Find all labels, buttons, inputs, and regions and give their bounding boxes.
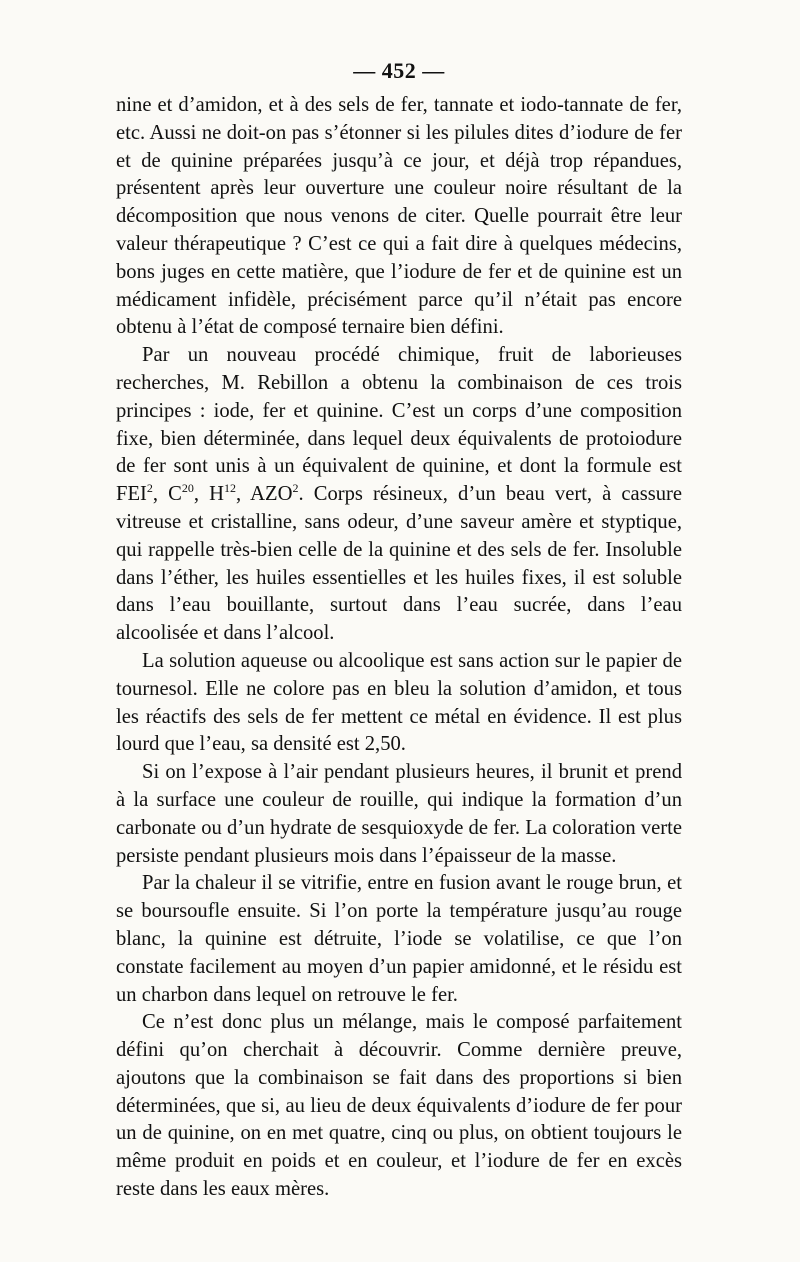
paragraph-text: nine et d’amidon, et à des sels de fer, tannate et iodo-tannate de fer, etc. Aussi ne doit-on pas s’étonner si les pilules dites d’iodure de fer et de quinine préparées jusqu’à ce jour, et déjà trop répandues, présentent après leur ouverture une couleur noire résultant de la décomposition que nous venons de citer. Quelle pourrait être leur valeur thérapeutique ? C’est ce qui a fait dire à quelques médecins, bons juges en cette matière, que l’iodure de fer et de quinine est un médicament infidèle, précisément parce qu’il n’était pas encore obtenu à l’état de composé ternaire bien défini. (116, 94, 682, 339)
paragraph-text: La solution aqueuse ou alcoolique est sans action sur le papier de tournesol. Elle ne colore pas en bleu la solution d’amidon, et tous les réactifs des sels de fer mettent ce métal en évidence. Il est plus lourd que l’eau, sa densité est 2,50. (116, 649, 682, 756)
paragraph-conclusion (116, 1009, 682, 1204)
paragraph-text: Ce n’est donc plus un mélange, mais le composé parfaitement défini qu’on cherchait à découvrir. Comme dernière preuve, ajoutons que la combinaison se fait dans des proportions si bien déterminées, que si, au lieu de deux équivalents d’iodure de fer pour un de quinine, on en met quatre, cinq ou plus, on obtient toujours le même produit en poids et en couleur, et l’iodure de fer en excès reste dans les eaux mères. (116, 1011, 682, 1201)
formula-superscript: 2 (146, 481, 153, 496)
formula-superscript: 12 (224, 481, 237, 496)
formula-text: , H (193, 483, 225, 506)
paragraph-air-exposure (116, 759, 682, 870)
paragraph-text: Par la chaleur il se vitrifie, entre en fusion avant le rouge brun, et se boursoufle ensuite. Si l’on porte la température jusqu’au rouge blanc, la quinine est détruite, l’iode se volatilise, ce que l’on constate facilement au moyen d’un papier amidonné, et le résidu est un charbon dans lequel on retrouve le fer. (116, 872, 682, 1006)
book-page (116, 56, 682, 1204)
formula-text: , C (152, 483, 182, 506)
paragraph-rebillon (116, 342, 682, 648)
formula-text: , AZO (236, 483, 293, 506)
paragraph-text: Si on l’expose à l’air pendant plusieurs heures, il brunit et prend à la surface une couleur de rouille, qui indique la formation d’un carbonate ou d’un hydrate de sesquioxyde de fer. La coloration verte persiste pendant plusieurs mois dans l’épaisseur de la masse. (116, 761, 682, 867)
page-number: — 452 — (353, 58, 445, 83)
paragraph-text: Par un nouveau procédé chimique, fruit de laborieuses recherches, M. Rebillon a obtenu la combinaison de ces trois principes : iode, fer et quinine. C’est un corps d’une composition fixe, bien déterminée, dans lequel deux équivalents de protoiodure de fer sont unis à un équivalent de quinine, et dont la formule est FEI (116, 344, 682, 506)
paragraph-heat (116, 870, 682, 1009)
paragraph-text: . Corps résineux, d’un beau vert, à cassure vitreuse et cristalline, sans odeur, d’une saveur amère et styptique, qui rappelle très-bien celle de la quinine et des sels de fer. Insoluble dans l’éther, les huiles essentielles et les huiles fixes, il est soluble dans l’eau bouillante, surtout dans l’eau sucrée, dans l’eau alcoolisée et dans l’alcool. (116, 483, 683, 645)
formula-superscript: 20 (181, 481, 194, 496)
paragraph-solution (116, 648, 682, 759)
formula-superscript: 2 (292, 481, 299, 496)
paragraph-continued (116, 92, 682, 342)
